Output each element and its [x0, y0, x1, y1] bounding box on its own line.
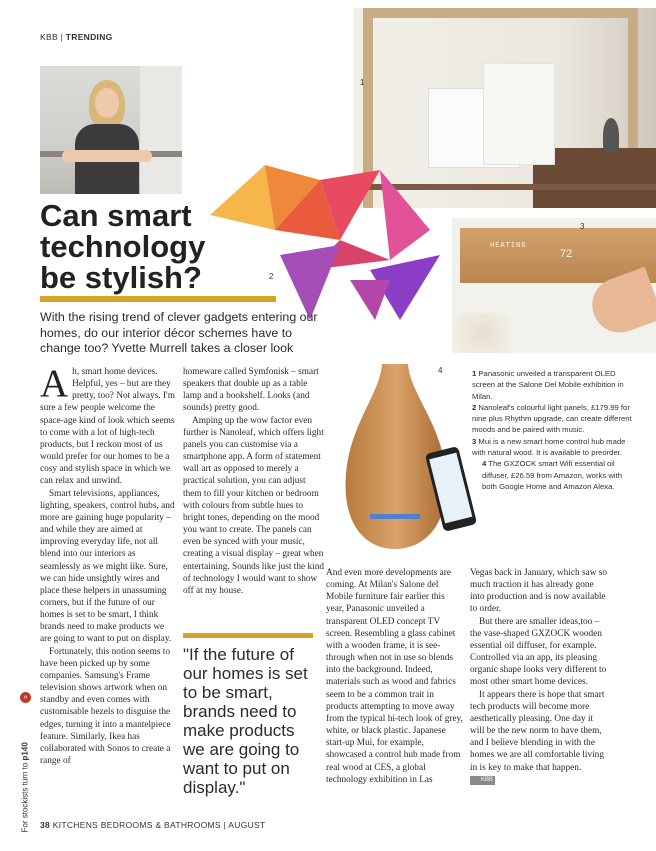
page-number: 38: [40, 820, 51, 830]
caption-3: 3 Mui is a new smart home control hub made with natural wood. It is available to preorder.: [472, 436, 626, 458]
col1-para-1: h, smart home devices. Helpful, yes – but are they pretty, too? Not always. I'm sure a few people welcome the space-age kind of look which seems to come with a lot of high-tech products, but I reckon most of us would prefer for our homes to be a cosy and stylish space in which we can relax and unwind.: [40, 367, 175, 487]
body-column-3: [326, 567, 464, 786]
col4-para-2: But there are smaller ideas,too – the vase-shaped GXZOCK wooden essential oil diffuser, for example. Controlled via an app, its pleasing organic shape looks very different to most other smart home devices.: [470, 616, 607, 688]
photo-number-4: 4: [438, 366, 443, 375]
col4-para-3: It appears there is hope that smart tech products will become more aesthetically pleasing. One day it will be the new norm to have them, and I believe blending in with the homes we are all comfortable living in is key to make that happen.: [470, 689, 605, 773]
col2-para-2: Amping up the wow factor even further is Nanoleaf, which offers light panels you can customise via a smartphone app. A form of statement wall art as opposed to merely a practical solution, you can adjust them to fill your kitchen or bedroom with colours from subtle hues to bright tones, depending on the mood you want to create. The panels can even be synced with your music, creating a visual display – great when entertaining. Sounds like just the kind of technology I would want to show off at my house.: [183, 415, 324, 596]
photo-captions: [472, 368, 632, 492]
magazine-name: KITCHENS BEDROOMS & BATHROOMS: [52, 820, 221, 830]
end-mark: KBB: [470, 776, 495, 785]
author-photo: [40, 66, 182, 194]
col1-para-3: Fortunately, this notion seems to have been picked up by some companies. Samsung's Frame television shows artwork when on standby and even comes with customisable bezels to disguise the edges, turning it into a mantelpiece feature. Similarly, Ikea has collaborated with Sonos to create a range of: [40, 646, 171, 766]
body-column-1: [40, 362, 176, 767]
issue-month: AUGUST: [228, 820, 266, 830]
pullquote: "If the future of our homes is set to be smart, brands need to make products we are going to want to put on display.": [183, 645, 308, 797]
body-column-2: [183, 366, 325, 597]
standfirst: With the rising trend of clever gadgets entering our homes, do our interior décor schemes have to change too? Yvette Murrell takes a closer look: [40, 310, 318, 356]
panel-display-temp: 72: [560, 248, 573, 260]
headline: Can smart technology be stylish?: [40, 198, 206, 295]
stockists-page: p140: [20, 742, 30, 761]
body-column-4: [470, 567, 608, 786]
photo-mui-wood-panel: [452, 218, 656, 353]
photo-number-2: 2: [269, 272, 274, 281]
pullquote-rule: [183, 633, 313, 638]
col4-para-1: Vegas back in January, which saw so much traction it has already gone into production and is now available to order.: [470, 568, 608, 615]
panel-display-text: HEATING: [490, 242, 527, 250]
col2-para-1: homeware called Symfonisk – smart speakers that double up as a table lamp and a bookshelf. Looks (and sounds) pretty good.: [183, 367, 319, 414]
section-header: KBB | TRENDING: [40, 32, 113, 42]
arrow-icon: »: [20, 692, 31, 703]
drop-cap: A: [40, 362, 69, 405]
col3-para-1: And even more developments are coming. At Milan's Salone del Mobile furniture fair earlier this year, Panasonic unveiled a transparent OLED concept TV screen. Resembling a glass cabinet with a wooden frame, it is see-through when not in use so blends into the background. Indeed, materials such as wood and fabrics seem to be a common trait in products attempting to move away from the typical hi-tech look of grey, white, or black plastic. Japanese start-up Mui, for example, showcased a control hub made from real wood at CES, a global technology exhibition in Las: [326, 568, 463, 785]
brand-label: KBB: [40, 32, 58, 42]
headline-rule: [40, 296, 276, 302]
caption-2: 2 Nanoleaf's colourful light panels, £179.99 for nine plus Rhythm upgrade, can create different moods and be paired with music.: [472, 402, 632, 435]
page-footer: 38 KITCHENS BEDROOMS & BATHROOMS | AUGUST: [40, 820, 266, 830]
stockists-text: For stockists turn to: [20, 762, 30, 833]
photo-oil-diffuser: [330, 354, 470, 564]
stockists-note: [18, 692, 32, 840]
photo-number-3: 3: [580, 222, 585, 231]
section-label: TRENDING: [65, 32, 113, 42]
col1-para-2: Smart televisions, appliances, lighting, speakers, control hubs, and more are gaining huge popularity – and while they are aimed at improving everyday life, not all blend into our interiors as seamlessly as we might like. Sure, we can hide unsightly wires and place these helpers in unassuming corners, but if the future of our homes is set to be smart, I think brands need to make products we are going to want to put on display.: [40, 488, 175, 645]
photo-number-1: 1: [360, 78, 365, 87]
caption-1: 1 Panasonic unveiled a transparent OLED screen at the Salone Del Mobile exhibition in Milan.: [472, 369, 624, 401]
caption-4: 4 The GXZOCK smart Wifi essential oil diffuser, £26.59 from Amazon, works with both Google Home and Amazon Alexa.: [482, 459, 623, 491]
